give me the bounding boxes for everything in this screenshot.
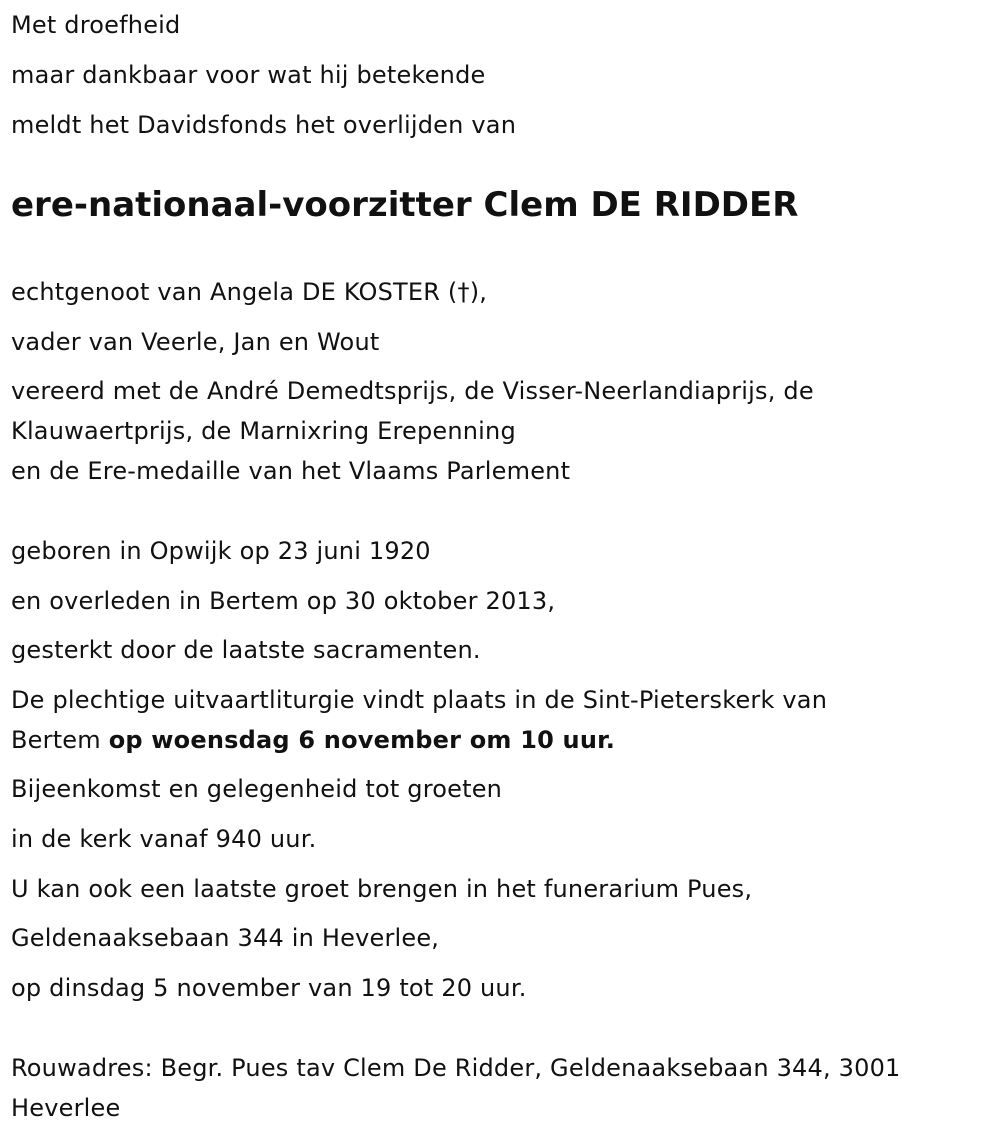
funeral-datetime: op woensdag 6 november om 10 uur.	[108, 726, 616, 754]
funeral-line-1: De plechtige uitvaartliturgie vindt plaats in de Sint-Pieterskerk van	[11, 686, 828, 714]
honors-line-3: en de Ere-medaille van het Vlaams Parlement	[11, 457, 571, 485]
address-line-1: Rouwadres: Begr. Pues tav Clem De Ridder, Geldenaaksebaan 344, 3001	[11, 1054, 901, 1082]
visit-line-1: U kan ook een laatste groet brengen in het funerarium Pues,	[11, 875, 753, 903]
gathering-line-2: in de kerk vanaf 940 uur.	[11, 825, 317, 853]
born-line: geboren in Opwijk op 23 juni 1920	[11, 537, 431, 565]
funeral-place: Bertem	[11, 726, 109, 754]
died-line: en overleden in Bertem op 30 oktober 2013,	[11, 587, 556, 615]
honors-line-2: Klauwaertprijs, de Marnixring Erepenning	[11, 417, 516, 445]
children-line: vader van Veerle, Jan en Wout	[11, 328, 380, 356]
honors-line-1: vereerd met de André Demedtsprijs, de Visser-Neerlandiaprijs, de	[11, 377, 814, 405]
sacraments-line: gesterkt door de laatste sacramenten.	[11, 636, 481, 664]
intro-line-2: maar dankbaar voor wat hij betekende	[11, 61, 486, 89]
address-line-2: Heverlee	[11, 1094, 121, 1122]
funeral-line-2	[11, 720, 615, 760]
visit-line-2: Geldenaaksebaan 344 in Heverlee,	[11, 924, 440, 952]
visit-line-3: op dinsdag 5 november van 19 tot 20 uur.	[11, 974, 527, 1002]
deceased-title: ere-nationaal-voorzitter Clem DE RIDDER	[11, 185, 799, 225]
gathering-line-1: Bijeenkomst en gelegenheid tot groeten	[11, 775, 503, 803]
intro-line-3: meldt het Davidsfonds het overlijden van	[11, 111, 517, 139]
spouse-line: echtgenoot van Angela DE KOSTER (†),	[11, 278, 488, 306]
intro-line-1: Met droefheid	[11, 11, 181, 39]
